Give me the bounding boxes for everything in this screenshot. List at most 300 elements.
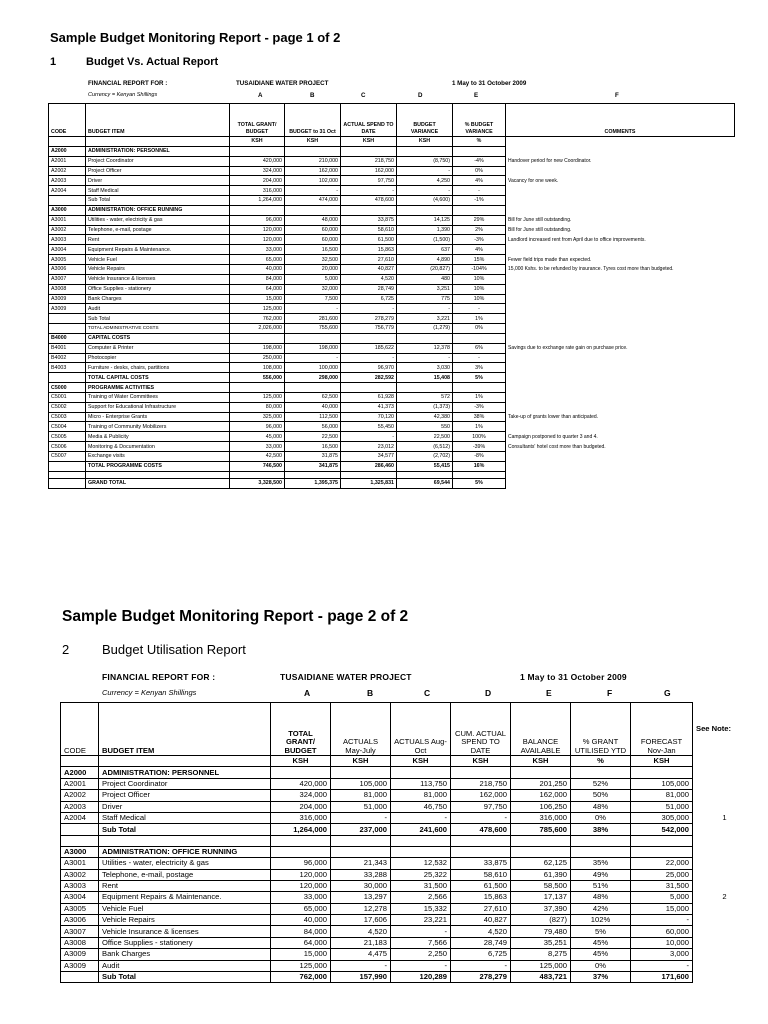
comment-cell: 15,000 Kshs. to be refunded by insurance. Tyres cost more than budgeted. <box>506 264 735 274</box>
actuals-may-july-cell: 4,475 <box>331 949 391 960</box>
unit-cell: KSH <box>341 137 397 147</box>
actuals-aug-oct-cell: - <box>391 812 451 823</box>
table-row <box>61 892 757 903</box>
percent-utilised-cell: 5% <box>571 926 631 937</box>
actuals-aug-oct-cell: 12,532 <box>391 858 451 869</box>
item-cell: Staff Medical <box>99 812 271 823</box>
comment-cell: Campaign postponed to quarter 3 and 4. <box>506 432 735 442</box>
item-cell: Micro - Enterprise Grants <box>86 412 230 422</box>
table-row <box>49 284 735 294</box>
variance-cell: (1,279) <box>397 324 453 334</box>
actuals-may-july-cell: 12,278 <box>331 903 391 914</box>
unit-cell: KSH <box>271 756 331 767</box>
cumulative-spend-cell: 58,610 <box>451 869 511 880</box>
page1-col-letter: D <box>418 92 423 99</box>
percent-variance-cell: 38% <box>453 412 506 422</box>
total-budget-cell: 746,500 <box>230 461 285 471</box>
page1-project-name: TUSAIDIANE WATER PROJECT <box>236 80 329 87</box>
page2-col-letter: D <box>485 688 492 698</box>
code-cell: A3009 <box>61 960 99 971</box>
actuals-may-july-cell: 105,000 <box>331 778 391 789</box>
actual-spend-cell: 23,012 <box>341 442 397 452</box>
code-cell: A2002 <box>49 166 86 176</box>
comment-cell: Bill for June still outstanding. <box>506 215 735 225</box>
percent-utilised-cell: 50% <box>571 790 631 801</box>
variance-cell: (6,512) <box>397 442 453 452</box>
budget-to-date-cell: 100,000 <box>285 363 341 373</box>
percent-variance-cell: 29% <box>453 215 506 225</box>
item-cell: Audit <box>86 304 230 314</box>
actual-spend-cell: 61,500 <box>341 235 397 245</box>
actual-spend-cell: 278,279 <box>341 314 397 324</box>
total-budget-cell: 33,000 <box>230 442 285 452</box>
table-row <box>61 790 757 801</box>
budget-to-date-cell: 20,000 <box>285 264 341 274</box>
actual-spend-cell: - <box>341 186 397 196</box>
budget-to-date-cell: 60,000 <box>285 235 341 245</box>
code-cell: C5003 <box>49 412 86 422</box>
note-cell <box>693 937 757 948</box>
budget-to-date-cell: 22,500 <box>285 432 341 442</box>
header-cell: % BUDGET VARIANCE <box>453 104 506 137</box>
code-cell: B4003 <box>49 363 86 373</box>
actual-spend-cell: 40,827 <box>341 264 397 274</box>
total-budget-cell: 316,000 <box>230 186 285 196</box>
table-row <box>49 245 735 255</box>
comment-cell <box>506 402 735 412</box>
table-row <box>49 343 735 353</box>
item-cell: Rent <box>86 235 230 245</box>
comment-cell <box>506 245 735 255</box>
page2-currency: Currency = Kenyan Shillings <box>102 688 197 697</box>
comment-cell: Take-up of grants lower than anticipated. <box>506 412 735 422</box>
code-cell <box>49 314 86 324</box>
header-cell: TOTAL GRANT/ BUDGET <box>230 104 285 137</box>
total-budget-cell: 15,000 <box>230 294 285 304</box>
table-row <box>49 314 735 324</box>
page1-header-row <box>49 104 735 137</box>
budget-to-date-cell: 40,000 <box>285 402 341 412</box>
actuals-aug-oct-cell: 2,250 <box>391 949 451 960</box>
variance-cell: - <box>397 186 453 196</box>
total-budget-cell <box>271 767 331 778</box>
table-row <box>49 255 735 265</box>
item-cell: Vehicle Fuel <box>86 255 230 265</box>
forecast-cell: 5,000 <box>631 892 693 903</box>
empty-cell <box>49 471 86 478</box>
unit-cell: KSH <box>331 756 391 767</box>
item-cell: Rent <box>99 880 271 891</box>
code-cell: A3004 <box>61 892 99 903</box>
note-cell <box>693 858 757 869</box>
table-row <box>49 196 735 206</box>
table-row <box>49 478 735 488</box>
empty-cell <box>511 835 571 846</box>
forecast-cell: - <box>631 960 693 971</box>
code-cell: A2004 <box>49 186 86 196</box>
variance-cell: (2,702) <box>397 452 453 462</box>
total-budget-cell: 33,000 <box>230 245 285 255</box>
header-cell: BUDGET ITEM <box>86 104 230 137</box>
table-row <box>61 926 757 937</box>
table-row <box>49 304 735 314</box>
total-budget-cell: 1,264,000 <box>271 824 331 835</box>
percent-utilised-cell: 48% <box>571 892 631 903</box>
balance-cell: 316,000 <box>511 812 571 823</box>
note-cell <box>693 824 757 835</box>
total-budget-cell: 556,000 <box>230 373 285 383</box>
comment-cell <box>506 186 735 196</box>
code-cell <box>61 972 99 983</box>
percent-variance-cell: 5% <box>453 478 506 488</box>
forecast-cell: 81,000 <box>631 790 693 801</box>
code-cell: A3007 <box>61 926 99 937</box>
page2-project-name: TUSAIDIANE WATER PROJECT <box>280 672 412 682</box>
unit-cell: KSH <box>391 756 451 767</box>
variance-cell: 42,380 <box>397 412 453 422</box>
percent-utilised-cell: 102% <box>571 915 631 926</box>
table-row <box>49 402 735 412</box>
actual-spend-cell: - <box>341 304 397 314</box>
total-budget-cell: 120,000 <box>230 225 285 235</box>
balance-cell: 35,251 <box>511 937 571 948</box>
code-cell: A2003 <box>61 801 99 812</box>
empty-cell <box>86 471 230 478</box>
table-row <box>61 880 757 891</box>
comment-cell <box>506 333 735 343</box>
variance-cell: 69,544 <box>397 478 453 488</box>
budget-to-date-cell: - <box>285 304 341 314</box>
actuals-may-july-cell: 17,606 <box>331 915 391 926</box>
item-cell: ADMINISTRATION: OFFICE RUNNING <box>86 205 230 215</box>
header-cell: ACTUALS Aug-Oct <box>391 703 451 756</box>
table-row <box>49 166 735 176</box>
percent-variance-cell: 6% <box>453 343 506 353</box>
actuals-aug-oct-cell: 31,500 <box>391 880 451 891</box>
header-cell: FORECAST Nov-Jan <box>631 703 693 756</box>
total-budget-cell: 324,000 <box>271 790 331 801</box>
total-budget-cell: 3,328,500 <box>230 478 285 488</box>
actual-spend-cell: 33,875 <box>341 215 397 225</box>
empty-cell <box>99 835 271 846</box>
empty-cell <box>230 471 285 478</box>
header-cell: ACTUALS May-July <box>331 703 391 756</box>
cumulative-spend-cell: 15,863 <box>451 892 511 903</box>
total-budget-cell: 316,000 <box>271 812 331 823</box>
item-cell: PROGRAMME ACTIVITIES <box>86 383 230 393</box>
percent-utilised-cell: 42% <box>571 903 631 914</box>
balance-cell: 785,600 <box>511 824 571 835</box>
item-cell: Project Coordinator <box>99 778 271 789</box>
actuals-aug-oct-cell: 46,750 <box>391 801 451 812</box>
table-row <box>49 176 735 186</box>
item-cell: Vehicle Repairs <box>86 264 230 274</box>
table-row <box>49 146 735 156</box>
total-budget-cell: 96,000 <box>271 858 331 869</box>
balance-cell: 8,275 <box>511 949 571 960</box>
empty-cell <box>571 835 631 846</box>
actual-spend-cell: 282,592 <box>341 373 397 383</box>
percent-variance-cell: 2% <box>453 225 506 235</box>
actual-spend-cell: 286,460 <box>341 461 397 471</box>
table-row <box>49 264 735 274</box>
page1-col-letter: E <box>474 92 479 99</box>
actuals-aug-oct-cell: 23,221 <box>391 915 451 926</box>
total-budget-cell <box>230 146 285 156</box>
budget-to-date-cell: 755,600 <box>285 324 341 334</box>
code-cell: A3002 <box>49 225 86 235</box>
percent-variance-cell <box>453 146 506 156</box>
note-cell <box>693 972 757 983</box>
cumulative-spend-cell: 28,749 <box>451 937 511 948</box>
note-cell <box>693 790 757 801</box>
forecast-cell: 105,000 <box>631 778 693 789</box>
percent-utilised-cell: 48% <box>571 801 631 812</box>
total-budget-cell: 125,000 <box>230 392 285 402</box>
actuals-aug-oct-cell: 241,600 <box>391 824 451 835</box>
actual-spend-cell: 61,928 <box>341 392 397 402</box>
budget-to-date-cell: 198,000 <box>285 343 341 353</box>
code-cell: C5002 <box>49 402 86 412</box>
actual-spend-cell: - <box>341 353 397 363</box>
header-cell: BUDGET VARIANCE <box>397 104 453 137</box>
total-budget-cell: 204,000 <box>271 801 331 812</box>
percent-variance-cell: -1% <box>453 196 506 206</box>
actual-spend-cell: 96,970 <box>341 363 397 373</box>
unit-cell: KSH <box>230 137 285 147</box>
total-budget-cell <box>271 846 331 857</box>
comment-cell <box>506 196 735 206</box>
cumulative-spend-cell: 61,500 <box>451 880 511 891</box>
forecast-cell: 31,500 <box>631 880 693 891</box>
note-cell <box>693 949 757 960</box>
comment-cell <box>506 166 735 176</box>
total-budget-cell: 65,000 <box>271 903 331 914</box>
code-cell <box>49 196 86 206</box>
actuals-may-july-cell: 81,000 <box>331 790 391 801</box>
code-cell: A3009 <box>49 294 86 304</box>
percent-utilised-cell: 51% <box>571 880 631 891</box>
item-cell: Bank Charges <box>99 949 271 960</box>
cumulative-spend-cell: 40,827 <box>451 915 511 926</box>
actuals-aug-oct-cell: 7,566 <box>391 937 451 948</box>
empty-cell <box>61 835 99 846</box>
comment-cell <box>506 205 735 215</box>
actual-spend-cell: 756,779 <box>341 324 397 334</box>
forecast-cell: 542,000 <box>631 824 693 835</box>
total-budget-cell: 125,000 <box>230 304 285 314</box>
table-row <box>49 205 735 215</box>
item-cell: Furniture - desks, chairs, partitions <box>86 363 230 373</box>
actuals-aug-oct-cell <box>391 767 451 778</box>
actual-spend-cell: 1,325,831 <box>341 478 397 488</box>
actuals-may-july-cell: 4,520 <box>331 926 391 937</box>
percent-variance-cell: 15% <box>453 255 506 265</box>
total-budget-cell: 120,000 <box>271 869 331 880</box>
actual-spend-cell: 6,725 <box>341 294 397 304</box>
forecast-cell <box>631 846 693 857</box>
item-cell: Bank Charges <box>86 294 230 304</box>
page2-col-letter: G <box>664 688 671 698</box>
comment-cell <box>506 452 735 462</box>
item-cell: TOTAL PROGRAMME COSTS <box>86 461 230 471</box>
actuals-may-july-cell: - <box>331 812 391 823</box>
actual-spend-cell: 15,863 <box>341 245 397 255</box>
percent-variance-cell: -39% <box>453 442 506 452</box>
variance-cell: 3,221 <box>397 314 453 324</box>
cumulative-spend-cell: - <box>451 960 511 971</box>
percent-utilised-cell: 38% <box>571 824 631 835</box>
code-cell: C5006 <box>49 442 86 452</box>
empty-cell <box>451 835 511 846</box>
comment-cell <box>506 294 735 304</box>
balance-cell <box>511 846 571 857</box>
item-cell: TOTAL ADMINISTRATIVE COSTS <box>86 324 230 334</box>
total-budget-cell: 33,000 <box>271 892 331 903</box>
code-cell: A3000 <box>49 205 86 215</box>
table-row <box>49 383 735 393</box>
budget-to-date-cell <box>285 146 341 156</box>
item-cell: Audit <box>99 960 271 971</box>
code-cell: A3001 <box>61 858 99 869</box>
code-cell: C5004 <box>49 422 86 432</box>
actual-spend-cell: 70,120 <box>341 412 397 422</box>
percent-variance-cell: - <box>453 353 506 363</box>
item-cell: Vehicle Fuel <box>99 903 271 914</box>
table-row <box>61 824 757 835</box>
comment-cell <box>506 274 735 284</box>
page2-utilisation-table <box>60 702 757 983</box>
actual-spend-cell: 55,450 <box>341 422 397 432</box>
total-budget-cell: 84,000 <box>271 926 331 937</box>
code-cell: A2003 <box>49 176 86 186</box>
variance-cell: 3,251 <box>397 284 453 294</box>
balance-cell: 62,125 <box>511 858 571 869</box>
page1-budget-table <box>48 103 735 489</box>
forecast-cell: 15,000 <box>631 903 693 914</box>
comment-cell <box>506 314 735 324</box>
comment-cell <box>506 373 735 383</box>
table-row <box>49 294 735 304</box>
total-budget-cell: 250,000 <box>230 353 285 363</box>
code-cell: A2001 <box>49 156 86 166</box>
actuals-may-july-cell: 21,183 <box>331 937 391 948</box>
variance-cell: 775 <box>397 294 453 304</box>
item-cell: Equipment Repairs & Maintenance. <box>86 245 230 255</box>
forecast-cell: 25,000 <box>631 869 693 880</box>
total-budget-cell: 762,000 <box>230 314 285 324</box>
budget-to-date-cell: 102,000 <box>285 176 341 186</box>
cumulative-spend-cell: 97,750 <box>451 801 511 812</box>
comment-cell <box>506 383 735 393</box>
actual-spend-cell: 41,373 <box>341 402 397 412</box>
code-cell: A2000 <box>61 767 99 778</box>
table-row <box>49 156 735 166</box>
variance-cell: - <box>397 304 453 314</box>
total-budget-cell <box>230 383 285 393</box>
code-cell <box>49 478 86 488</box>
actuals-may-july-cell: - <box>331 960 391 971</box>
percent-variance-cell: 4% <box>453 176 506 186</box>
percent-variance-cell: 10% <box>453 294 506 304</box>
page2-col-letter: B <box>367 688 374 698</box>
cumulative-spend-cell <box>451 846 511 857</box>
percent-utilised-cell: 49% <box>571 869 631 880</box>
empty-cell <box>693 835 757 846</box>
budget-to-date-cell: 281,600 <box>285 314 341 324</box>
total-budget-cell: 96,000 <box>230 215 285 225</box>
page2-col-letter: F <box>607 688 613 698</box>
note-cell <box>693 846 757 857</box>
unit-cell: KSH <box>451 756 511 767</box>
variance-cell <box>397 146 453 156</box>
item-cell: Training of Community Mobilizers <box>86 422 230 432</box>
budget-to-date-cell: 112,500 <box>285 412 341 422</box>
percent-variance-cell: 1% <box>453 392 506 402</box>
budget-to-date-cell: 7,500 <box>285 294 341 304</box>
table-row <box>61 846 757 857</box>
code-cell: A3004 <box>49 245 86 255</box>
comment-cell: Landlord increased rent from April due to office improvements. <box>506 235 735 245</box>
total-budget-cell: 120,000 <box>230 235 285 245</box>
variance-cell: 4,250 <box>397 176 453 186</box>
variance-cell: - <box>397 166 453 176</box>
empty-cell <box>341 471 397 478</box>
table-row <box>61 858 757 869</box>
item-cell: ADMINISTRATION: PERSONNEL <box>86 146 230 156</box>
actual-spend-cell <box>341 333 397 343</box>
actuals-may-july-cell: 157,990 <box>331 972 391 983</box>
page2-header-row <box>61 703 757 756</box>
forecast-cell: 22,000 <box>631 858 693 869</box>
percent-variance-cell: -4% <box>453 156 506 166</box>
budget-to-date-cell: 31,875 <box>285 452 341 462</box>
unit-cell: KSH <box>285 137 341 147</box>
total-budget-cell: 120,000 <box>271 880 331 891</box>
percent-variance-cell: -104% <box>453 264 506 274</box>
percent-variance-cell: -3% <box>453 402 506 412</box>
cumulative-spend-cell: 278,279 <box>451 972 511 983</box>
budget-to-date-cell: 210,000 <box>285 156 341 166</box>
table-row <box>49 186 735 196</box>
variance-cell: 15,408 <box>397 373 453 383</box>
budget-to-date-cell: - <box>285 186 341 196</box>
note-cell <box>693 903 757 914</box>
item-cell: Computer & Printer <box>86 343 230 353</box>
balance-cell: 37,390 <box>511 903 571 914</box>
percent-utilised-cell <box>571 767 631 778</box>
page1-section-number: 1 <box>50 56 57 68</box>
empty-cell <box>271 835 331 846</box>
actual-spend-cell: 478,600 <box>341 196 397 206</box>
header-cell: COMMENTS <box>506 104 735 137</box>
budget-to-date-cell: 162,000 <box>285 166 341 176</box>
table-row <box>61 801 757 812</box>
comment-cell <box>506 324 735 334</box>
budget-to-date-cell: 48,000 <box>285 215 341 225</box>
budget-to-date-cell: 474,000 <box>285 196 341 206</box>
comment-cell <box>506 422 735 432</box>
code-cell: A2001 <box>61 778 99 789</box>
empty-cell <box>453 471 506 478</box>
page1-section-title: Budget Vs. Actual Report <box>86 56 219 68</box>
cumulative-spend-cell: 4,520 <box>451 926 511 937</box>
variance-cell: (20,827) <box>397 264 453 274</box>
balance-cell: 162,000 <box>511 790 571 801</box>
header-cell: TOTAL GRANT/ BUDGET <box>271 703 331 756</box>
page1-title: Sample Budget Monitoring Report - page 1 of 2 <box>50 30 341 45</box>
page2-title: Sample Budget Monitoring Report - page 2 of 2 <box>62 608 409 625</box>
